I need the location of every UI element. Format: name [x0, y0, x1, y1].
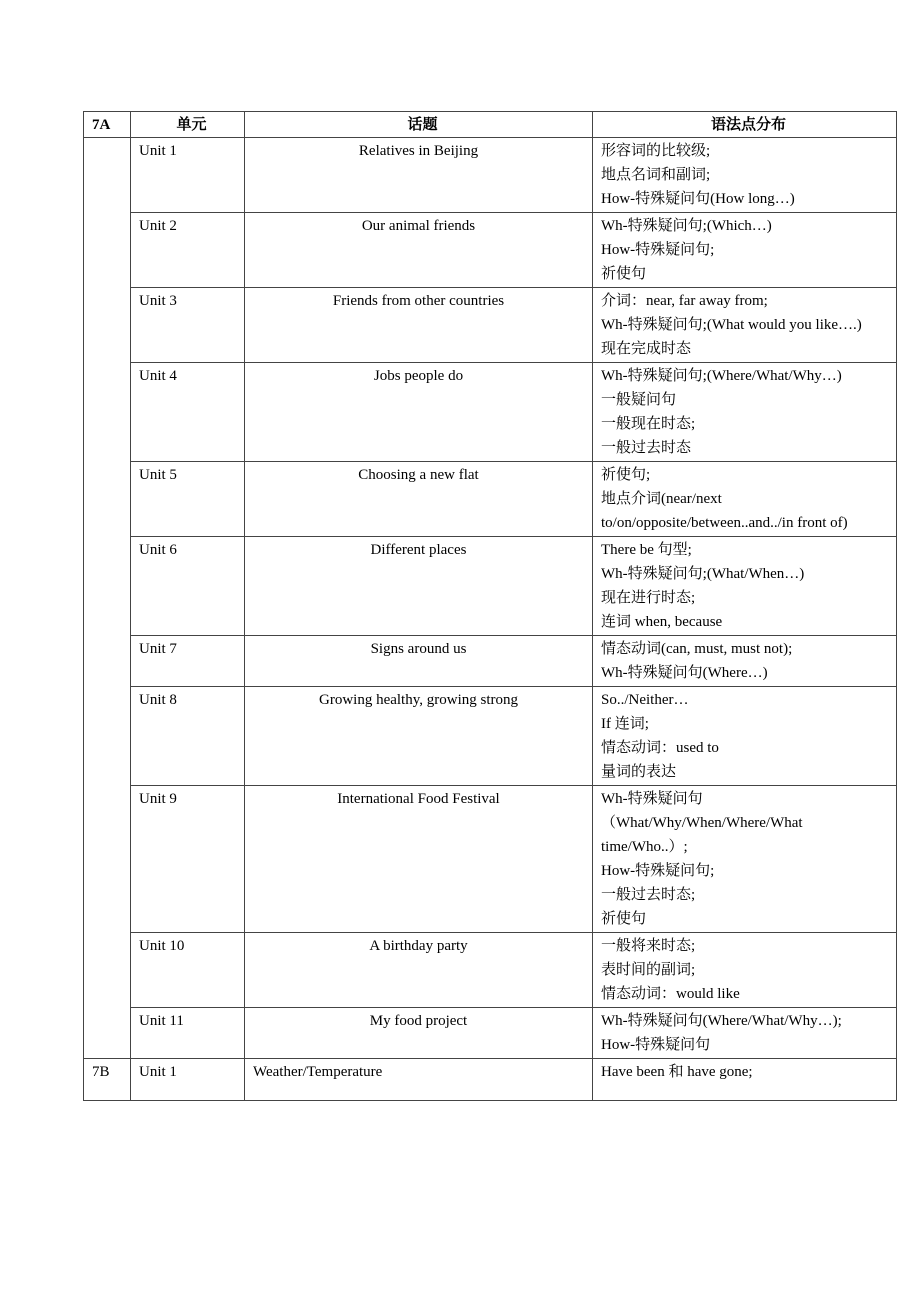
topic-cell: Growing healthy, growing strong	[245, 687, 593, 786]
grammar-point: 介词：near, far away from;	[601, 293, 768, 309]
topic-cell: A birthday party	[245, 933, 593, 1008]
grammar-point: 现在完成时态	[601, 341, 692, 357]
unit-cell: Unit 6	[131, 537, 245, 636]
grammar-point: Wh-特殊疑问句;(Where/What/Why…)	[601, 368, 842, 384]
grammar-cell	[593, 462, 897, 537]
grammar-point: 表时间的副词;	[601, 962, 696, 978]
grammar-point: Wh-特殊疑问句;(Which…)	[601, 218, 772, 234]
unit-cell: Unit 10	[131, 933, 245, 1008]
grammar-point: 一般过去时态	[601, 440, 692, 456]
topic-cell: Signs around us	[245, 636, 593, 687]
grammar-cell	[593, 1008, 897, 1059]
unit-cell: Unit 7	[131, 636, 245, 687]
unit-cell: Unit 2	[131, 213, 245, 288]
topic-cell: Relatives in Beijing	[245, 138, 593, 213]
grammar-point: to/on/opposite/between..and../in front of)	[601, 515, 848, 531]
grammar-point: So../Neither…	[601, 692, 689, 708]
unit-header: 单元	[131, 112, 245, 138]
grammar-point: 一般疑问句	[601, 392, 677, 408]
grammar-point: （What/Why/When/Where/What	[601, 815, 803, 831]
grammar-header: 语法点分布	[593, 112, 897, 138]
table-row	[84, 786, 897, 933]
grade-header: 7A	[84, 112, 131, 138]
grammar-point: Wh-特殊疑问句;(What would you like….)	[601, 317, 862, 333]
table-row	[84, 462, 897, 537]
grammar-point: 量词的表达	[601, 764, 677, 780]
grade-cell-7b: 7B	[84, 1059, 131, 1101]
table-row	[84, 636, 897, 687]
grade-cell-7a	[84, 138, 131, 1059]
unit-cell: Unit 9	[131, 786, 245, 933]
unit-cell: Unit 1	[131, 1059, 245, 1101]
table-row	[84, 363, 897, 462]
grammar-point: 地点介词(near/next	[601, 491, 722, 507]
grammar-point: 情态动词：would like	[601, 986, 740, 1002]
table-row	[84, 687, 897, 786]
grammar-point: 一般过去时态;	[601, 887, 696, 903]
grammar-cell	[593, 687, 897, 786]
grammar-point: If 连词;	[601, 716, 649, 732]
grammar-point: 祈使句	[601, 911, 647, 927]
unit-cell: Unit 1	[131, 138, 245, 213]
table-row	[84, 1059, 897, 1101]
grammar-cell	[593, 636, 897, 687]
grammar-point: 现在进行时态;	[601, 590, 696, 606]
grammar-cell: Have been 和 have gone;	[593, 1059, 897, 1101]
grammar-point: How-特殊疑问句	[601, 1037, 711, 1053]
topic-cell: Our animal friends	[245, 213, 593, 288]
grammar-point: How-特殊疑问句;	[601, 242, 715, 258]
table-row	[84, 1008, 897, 1059]
grammar-point: 祈使句	[601, 266, 647, 282]
table-row	[84, 537, 897, 636]
grammar-point: 连词 when, because	[601, 614, 723, 630]
grade-7a-body	[84, 138, 897, 1059]
grammar-cell	[593, 786, 897, 933]
grammar-cell	[593, 288, 897, 363]
grammar-cell	[593, 213, 897, 288]
grammar-cell	[593, 933, 897, 1008]
grammar-point: Wh-特殊疑问句(Where…)	[601, 665, 768, 681]
topic-cell: International Food Festival	[245, 786, 593, 933]
grammar-point: Wh-特殊疑问句;(What/When…)	[601, 566, 805, 582]
grammar-point: 一般现在时态;	[601, 416, 696, 432]
table-row	[84, 213, 897, 288]
grammar-point: 情态动词(can, must, must not);	[601, 641, 793, 657]
topic-cell: Jobs people do	[245, 363, 593, 462]
unit-cell: Unit 8	[131, 687, 245, 786]
grammar-point: time/Who..）;	[601, 839, 688, 855]
topic-cell: My food project	[245, 1008, 593, 1059]
grammar-point: Wh-特殊疑问句	[601, 791, 703, 807]
grammar-point: 一般将来时态;	[601, 938, 696, 954]
grammar-point: 地点名词和副词;	[601, 167, 711, 183]
topic-cell: Different places	[245, 537, 593, 636]
grammar-point: 情态动词：used to	[601, 740, 719, 756]
topic-cell: Choosing a new flat	[245, 462, 593, 537]
grammar-cell	[593, 537, 897, 636]
grammar-cell	[593, 363, 897, 462]
table-row	[84, 288, 897, 363]
grammar-point: How-特殊疑问句;	[601, 863, 715, 879]
grammar-point: 形容词的比较级;	[601, 143, 711, 159]
topic-cell: Friends from other countries	[245, 288, 593, 363]
grammar-point: There be 句型;	[601, 542, 692, 558]
unit-cell: Unit 5	[131, 462, 245, 537]
grammar-point: Wh-特殊疑问句(Where/What/Why…);	[601, 1013, 842, 1029]
table-header-row	[84, 112, 897, 138]
table-row	[84, 933, 897, 1008]
unit-cell: Unit 11	[131, 1008, 245, 1059]
grade-7b-body	[84, 1059, 897, 1101]
unit-cell: Unit 3	[131, 288, 245, 363]
table-row	[84, 138, 897, 213]
grammar-table	[83, 111, 897, 1101]
topic-cell: Weather/Temperature	[245, 1059, 593, 1101]
grammar-point: How-特殊疑问句(How long…)	[601, 191, 795, 207]
topic-header: 话题	[245, 112, 593, 138]
grammar-cell	[593, 138, 897, 213]
unit-cell: Unit 4	[131, 363, 245, 462]
grammar-point: 祈使句;	[601, 467, 651, 483]
